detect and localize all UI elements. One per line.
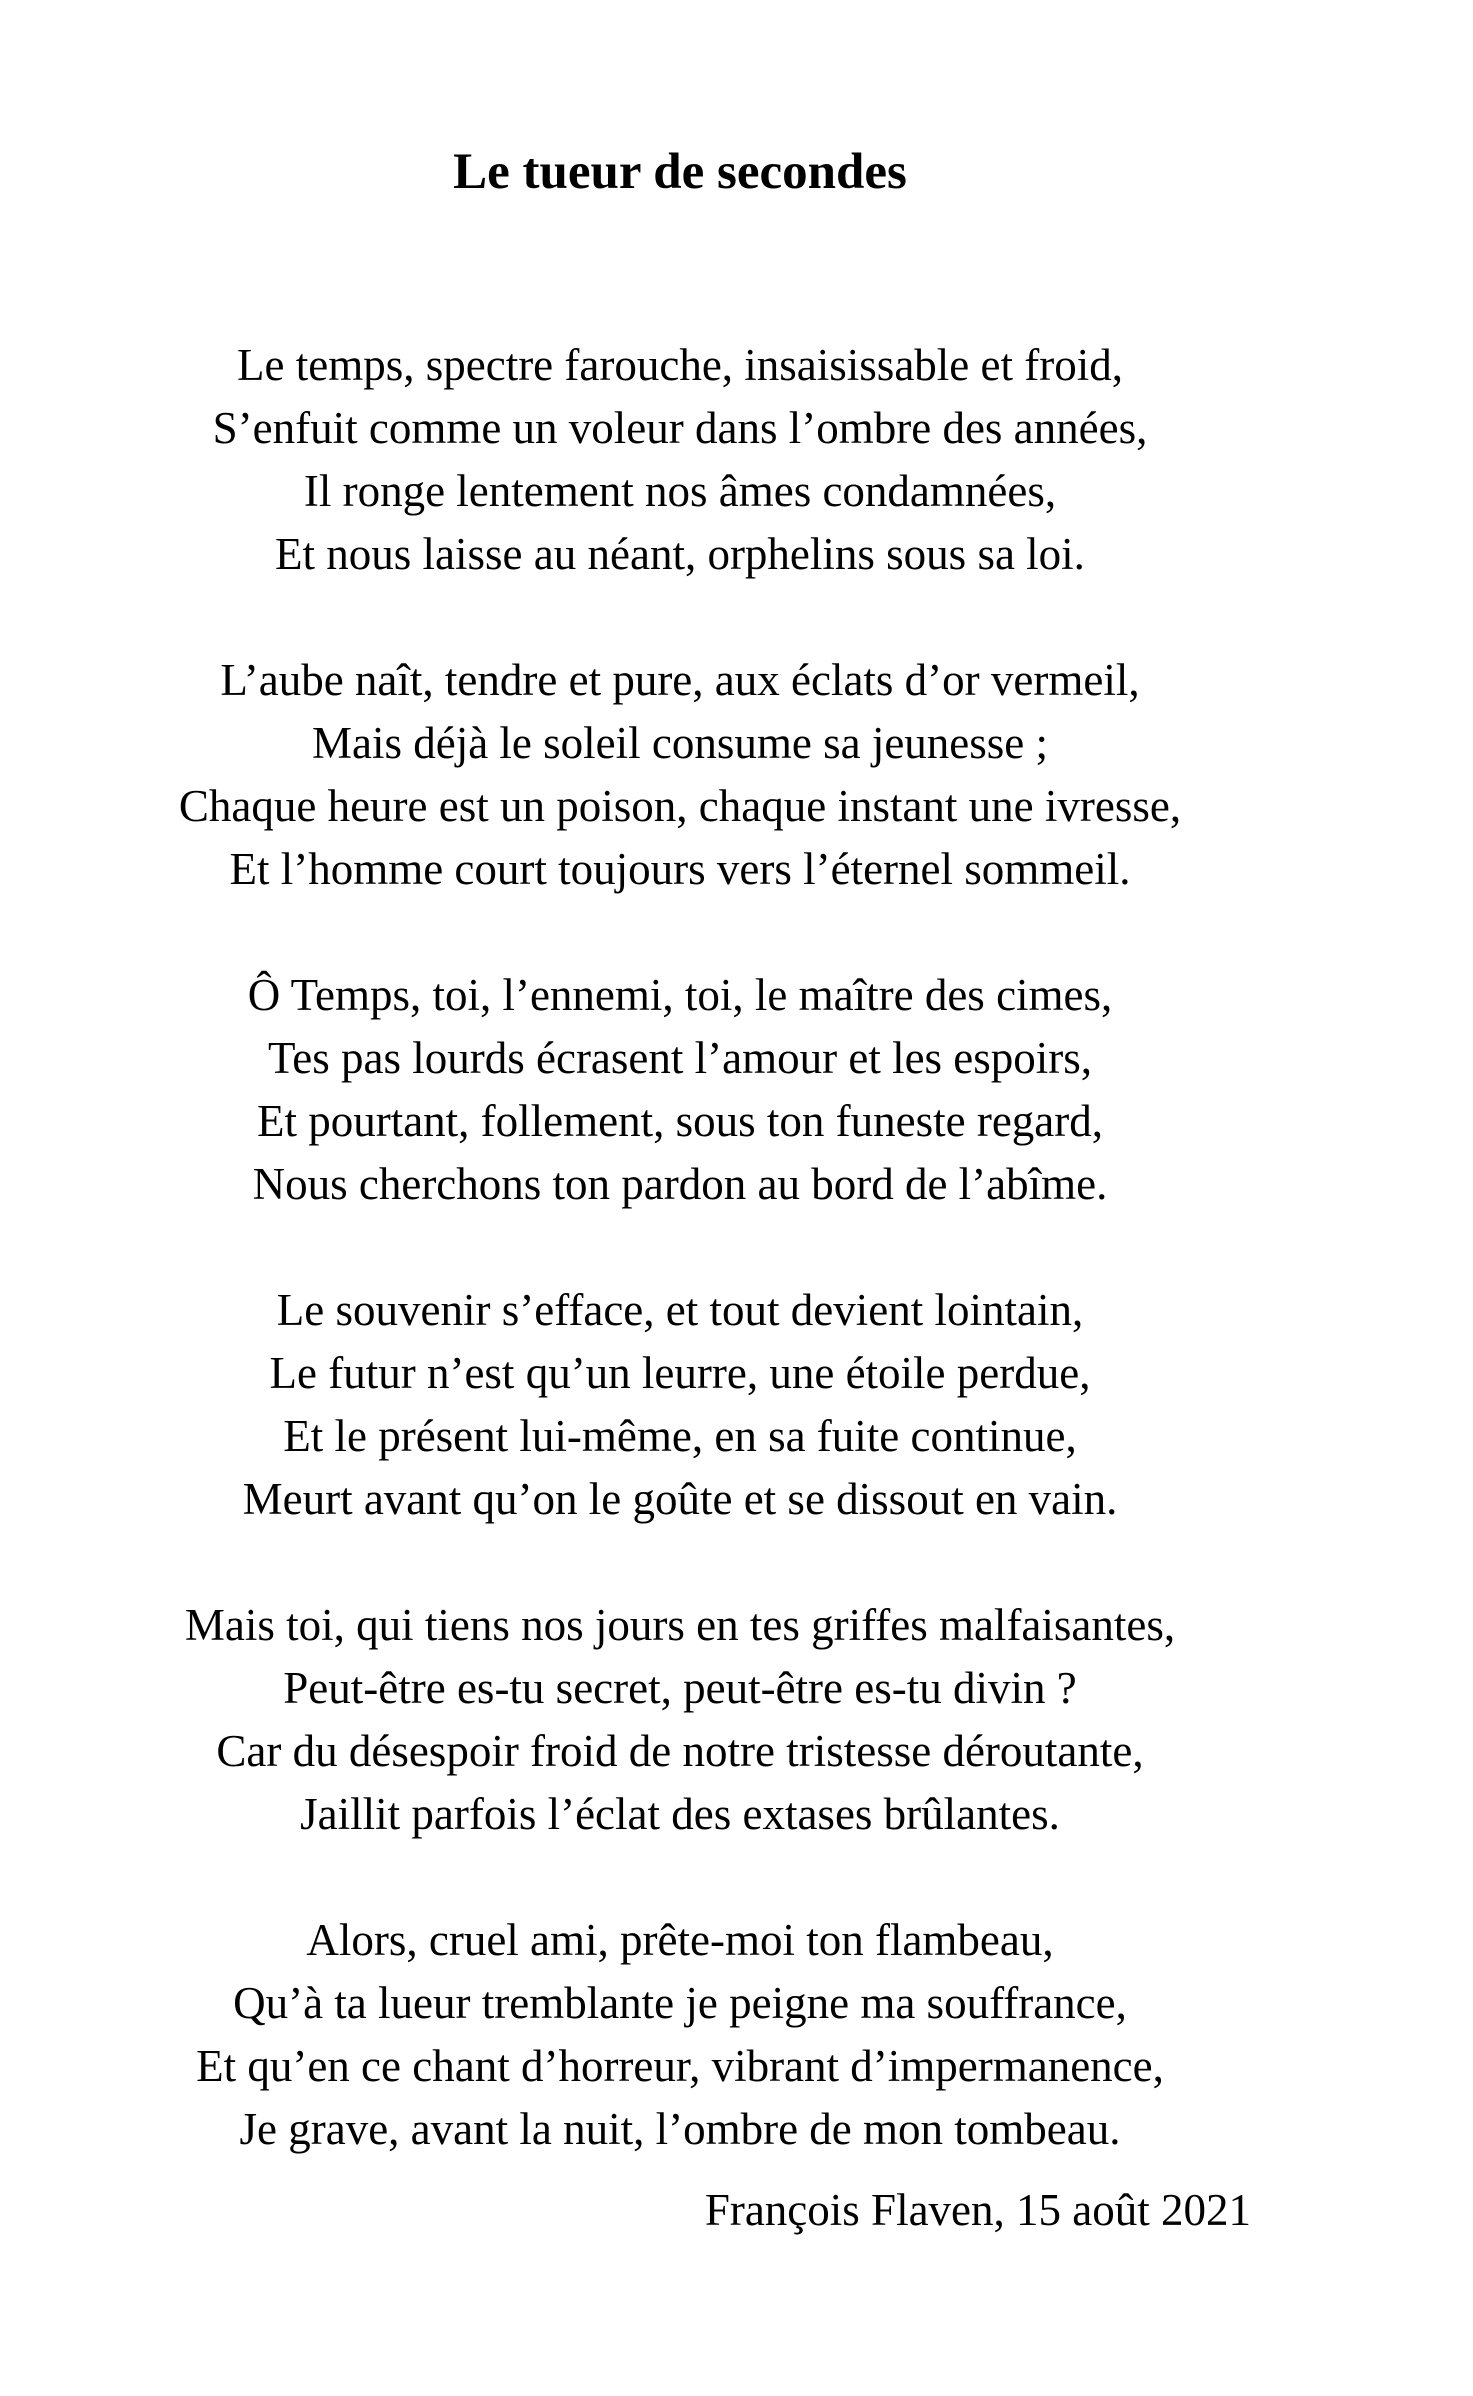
poem-line: Le futur n’est qu’un leurre, une étoile perdue, [269,1348,1091,1398]
stanza-6 [0,1909,1360,2161]
poem-line: Ô Temps, toi, l’ennemi, toi, le maître des cimes, [247,970,1113,1020]
poem-line: S’enfuit comme un voleur dans l’ombre des années, [212,403,1148,453]
poem-line: Alors, cruel ami, prête-moi ton flambeau, [306,1915,1054,1965]
poem-body [0,334,1360,2224]
poem-line: Chaque heure est un poison, chaque instant une ivresse, [178,781,1182,831]
poem-line: Et l’homme court toujours vers l’éternel sommeil. [229,844,1131,894]
poem-line: Qu’à ta lueur tremblante je peigne ma souffrance, [233,1978,1127,2028]
poem-line: Le temps, spectre farouche, insaisissable et froid, [237,340,1123,390]
poem-line: L’aube naît, tendre et pure, aux éclats d’or vermeil, [220,655,1140,705]
poem-line: Mais déjà le soleil consume sa jeunesse ; [311,718,1049,768]
poem-line: Peut-être es-tu secret, peut-être es-tu divin ? [283,1663,1077,1713]
stanza-4 [0,1279,1360,1531]
poem-line: Mais toi, qui tiens nos jours en tes griffes malfaisantes, [184,1600,1176,1650]
poem-title: Le tueur de secondes [453,144,907,200]
stanza-5 [0,1594,1360,1846]
poem-line: Tes pas lourds écrasent l’amour et les espoirs, [267,1033,1093,1083]
poem-line: Et pourtant, follement, sous ton funeste regard, [256,1096,1104,1146]
poem-line: Nous cherchons ton pardon au bord de l’abîme. [252,1159,1108,1209]
poem-line: Je grave, avant la nuit, l’ombre de mon tombeau. [239,2104,1121,2154]
stanza-2 [0,649,1360,901]
author-signature: François Flaven, 15 août 2021 [704,2185,1251,2235]
poem-line: Le souvenir s’efface, et tout devient lointain, [276,1285,1084,1335]
stanza-1 [0,334,1360,586]
poem-line: Jaillit parfois l’éclat des extases brûlantes. [300,1789,1060,1839]
poem-line: Et le présent lui-même, en sa fuite continue, [283,1411,1077,1461]
poem-line: Et qu’en ce chant d’horreur, vibrant d’impermanence, [196,2041,1164,2091]
poem-line: Meurt avant qu’on le goûte et se dissout en vain. [242,1474,1118,1524]
poem-line: Il ronge lentement nos âmes condamnées, [303,466,1057,516]
stanza-3 [0,964,1360,1216]
poem-line: Car du désespoir froid de notre tristesse déroutante, [216,1726,1144,1776]
poem-line: Et nous laisse au néant, orphelins sous sa loi. [275,529,1085,579]
